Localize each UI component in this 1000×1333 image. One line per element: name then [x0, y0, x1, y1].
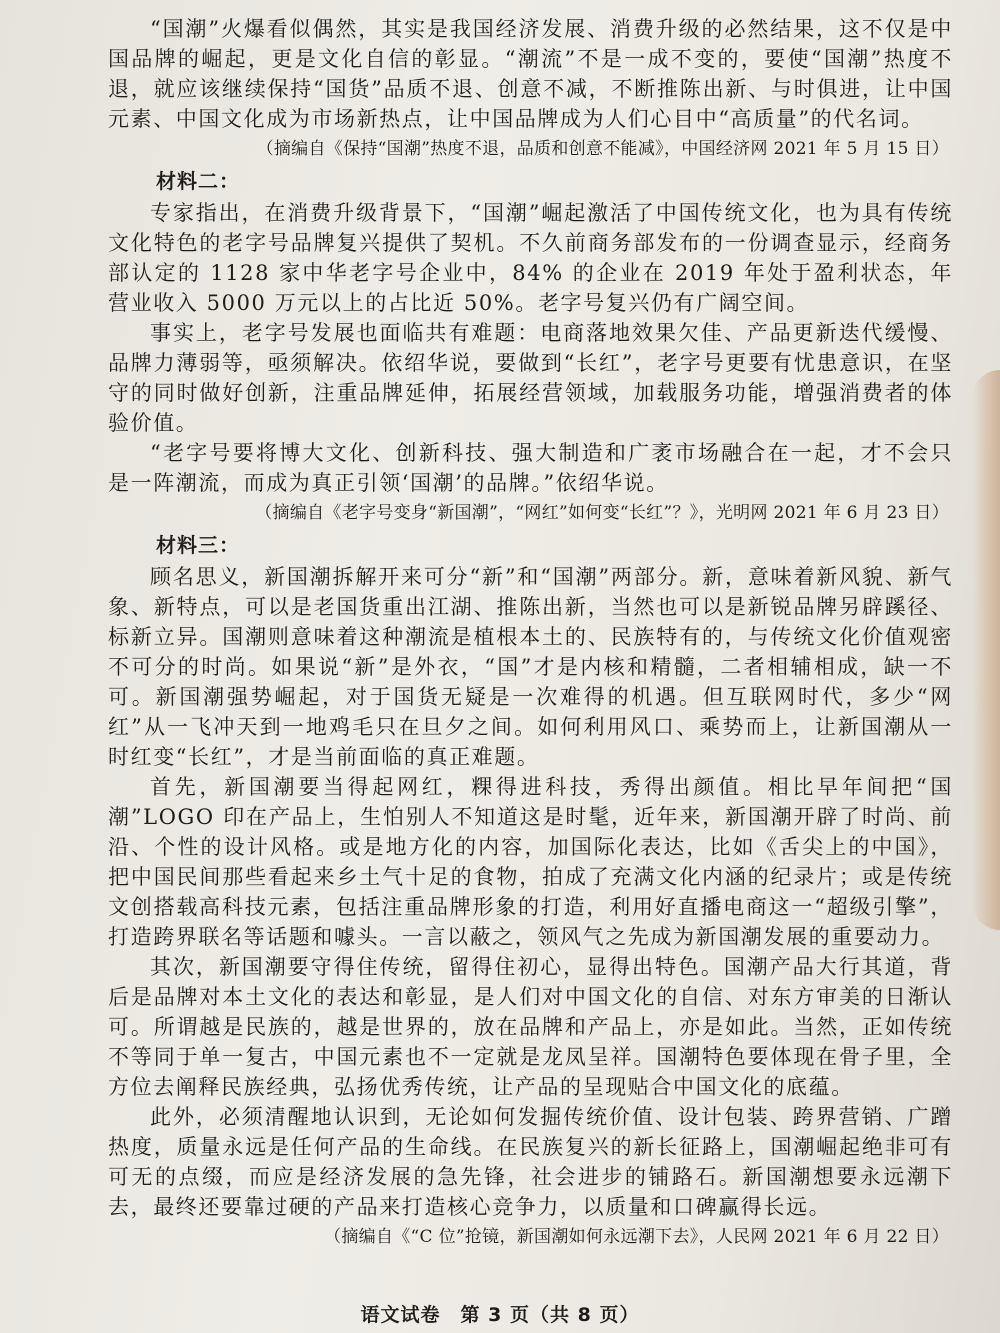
intro-paragraph: “国潮”火爆看似偶然，其实是我国经济发展、消费升级的必然结果，这不仅是中国品牌的崛起，更是文化自信的彰显。“潮流”不是一成不变的，要使“国潮”热度不退，就应该继续保持“国货”品质不退、创意不减，不断推陈出新、与时俱进，让中国元素、中国文化成为市场新热点，让中国品牌成为人们心目中“高质量”的代名词。	[108, 17, 953, 131]
material-3-paragraph: 顾名思义，新国潮拆解开来可分“新”和“国潮”两部分。新，意味着新风貌、新气象、新特点，可以是老国货重出江湖、推陈出新，当然也可以是新锐品牌另辟蹊径、标新立异。国潮则意味着这种潮流是植根本土的、民族特有的，与传统文化价值观密不可分的时尚。如果说“新”是外衣，“国”才是内核和精髓，二者相辅相成，缺一不可。新国潮强势崛起，对于国货无疑是一次难得的机遇。但互联网时代，多少“网红”从一飞冲天到一地鸡毛只在旦夕之间。如何利用风口、乘势而上，让新国潮从一时红变“长红”，才是当前面临的真正难题。	[108, 565, 953, 769]
material-2-paragraph: 专家指出，在消费升级背景下，“国潮”崛起激活了中国传统文化，也为具有传统文化特色的老字号品牌复兴提供了契机。不久前商务部发布的一份调查显示，经商务部认定的 1128 家中华老字号企业中，84% 的企业在 2019 年处于盈利状态，年营业收入 5000 万元以上的占比近 50%。老字号复兴仍有广阔空间。	[108, 201, 953, 315]
source-citation-1: （摘编自《保持“国潮”热度不退，品质和创意不能减》，中国经济网 2021 年 5 月 15 日）	[256, 139, 949, 159]
material-2-paragraph: 事实上，老字号发展也面临共有难题：电商落地效果欠佳、产品更新迭代缓慢、品牌力薄弱等，亟须解决。依绍华说，要做到“长红”，老字号更要有忧患意识，在坚守的同时做好创新，注重品牌延伸，拓展经营领域，加载服务功能，增强消费者的体验价值。	[108, 321, 953, 435]
material-3-heading: 材料三：	[156, 533, 240, 557]
page-footer: 语文试卷 第 3 页（共 8 页）	[360, 1304, 640, 1326]
material-2-heading: 材料二：	[156, 169, 240, 193]
material-2-paragraph: “老字号要将博大文化、创新科技、强大制造和广袤市场融合在一起，才不会只是一阵潮流，而成为真正引领‘国潮’的品牌。”依绍华说。	[108, 441, 953, 495]
source-citation-2: （摘编自《老字号变身“新国潮”，“网红”如何变“长红”？》，光明网 2021 年 6 月 23 日）	[255, 503, 949, 523]
source-citation-3: （摘编自《“C 位”抢镜，新国潮如何永远潮下去》，人民网 2021 年 6 月 22 日）	[324, 1227, 949, 1247]
material-3-paragraph: 此外，必须清醒地认识到，无论如何发掘传统价值、设计包装、跨界营销、广蹭热度，质量永远是任何产品的生命线。在民族复兴的新长征路上，国潮崛起绝非可有可无的点缀，而应是经济发展的急先锋，社会进步的铺路石。新国潮想要永远潮下去，最终还要靠过硬的产品来打造核心竞争力，以质量和口碑赢得长远。	[108, 1105, 953, 1219]
material-3-paragraph: 其次，新国潮要守得住传统，留得住初心，显得出特色。国潮产品大行其道，背后是品牌对本土文化的表达和彰显，是人们对中国文化的自信、对东方审美的日渐认可。所谓越是民族的，越是世界的，放在品牌和产品上，亦是如此。当然，正如传统不等同于单一复古，中国元素也不一定就是龙凤呈祥。国潮特色要体现在骨子里，全方位去阐释民族经典，弘扬优秀传统，让产品的呈现贴合中国文化的底蕴。	[108, 955, 953, 1099]
finger-shadow	[972, 370, 1000, 930]
page-content	[108, 14, 953, 1254]
material-3-paragraph: 首先，新国潮要当得起网红，粿得进科技，秀得出颜值。相比早年间把“国潮”LOGO 印在产品上，生怕别人不知道这是时髦，近年来，新国潮开辟了时尚、前沿、个性的设计风格。或是地方化的内容，加国际化表达，比如《舌尖上的中国》，把中国民间那些看起来乡土气十足的食物，拍成了充满文化内涵的纪录片；或是传统文创搭载高科技元素，包括注重品牌形象的打造，利用好直播电商这一“超级引擎”，打造跨界联名等话题和噱头。一言以蔽之，领风气之先成为新国潮发展的重要动力。	[108, 775, 953, 949]
